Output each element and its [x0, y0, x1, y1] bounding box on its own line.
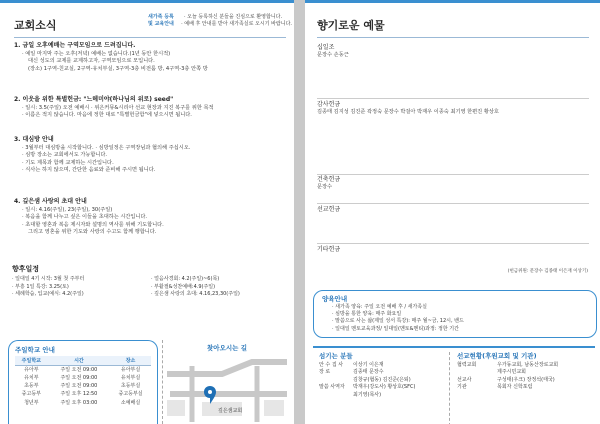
news-line: · 이름은 적지 않습니다. 마음에 정한 대로 "특별헌금함"에 넣으시면 됩니다.	[22, 112, 192, 119]
nurture-line: · 말씀으로 사는 삶(제일 성서 특강): 매주 월~금, 12시, 밴드	[332, 318, 464, 325]
welcome-label: 및 교육안내	[148, 21, 174, 27]
dashed-divider	[449, 352, 450, 424]
news-line: · 3월부터 대심방을 시작합니다. · 심방일정은 구역장님과 협의해 주십시오.	[22, 144, 191, 151]
offering-building	[317, 176, 340, 191]
table-cell: 청년부	[24, 399, 39, 406]
welcome-row	[148, 14, 292, 21]
table-row	[15, 399, 151, 407]
location-pin-icon	[204, 386, 216, 404]
offering-mission	[317, 206, 340, 214]
column-header: 시간	[48, 356, 110, 366]
table-row	[15, 391, 151, 399]
divider	[317, 37, 589, 38]
nurture-title: 양육안내	[322, 295, 348, 303]
nurture-box	[313, 290, 597, 338]
table-header-row	[15, 356, 151, 366]
sunday-school-title: 주일학교 안내	[15, 346, 55, 354]
server-role: 말씀 사역자	[319, 384, 345, 391]
table-cell: 유치부	[24, 374, 39, 381]
schedule-item: · 세례학습, 입교(예식: 4.2(주일)	[12, 291, 84, 297]
list-item	[319, 369, 415, 376]
server-names: 김종태 문장수	[353, 369, 384, 376]
mission-names: 목회자 신학포럼	[497, 384, 533, 391]
schedule-grid	[12, 276, 282, 299]
table-cell: 주일 오전 09:00	[60, 374, 98, 381]
table-cell: 초등부실	[120, 383, 141, 390]
bottom-panel	[313, 346, 595, 424]
directions-title: 찾아오시는 길	[207, 344, 247, 352]
offering-tithe	[317, 44, 349, 59]
news-line: · 일시: 4.16(주일), 23(주일), 30(주일)	[22, 206, 113, 213]
offering-other	[317, 246, 340, 254]
map-graphic	[162, 354, 292, 424]
table-cell: 유아부	[24, 366, 39, 373]
divider	[317, 203, 589, 204]
news-heading: 2. 이웃을 위한 특별헌금: "느헤미야(하나님의 위로) seed"	[14, 96, 174, 103]
news-heading: 1. 금일 오후예배는 구역모임으로 드려집니다.	[14, 42, 136, 49]
news-line: · 예일 마지막 주는 오후(저녁) 예배는 없습니다.(1년 동안 한시적)	[22, 50, 171, 57]
list-item	[457, 384, 558, 391]
server-names: 최기영(목사)	[353, 391, 382, 398]
news-heading: 3. 대심방 안내	[14, 136, 54, 143]
offering-label: 건축헌금	[317, 176, 341, 183]
news-line: · 일시: 3.5(주일) 오전 예배시 · 위은커뮤&시리아 선교 현장과 지진 복구를 위한 목적	[22, 104, 214, 111]
schedule-item: · 깊은샘 사랑의 초대: 4.16,23,30(주일)	[151, 291, 240, 297]
news-section-3	[14, 136, 190, 175]
page-title: 교회소식	[14, 19, 57, 32]
news-section-1	[14, 42, 208, 73]
table-cell: 유아부실	[120, 366, 141, 373]
server-role: 장 로	[319, 369, 331, 376]
mission-list	[457, 362, 558, 392]
table-cell: 중고등부	[21, 391, 41, 398]
mission-category: 기관	[457, 384, 467, 391]
schedule-heading: 향후일정	[12, 265, 40, 273]
sunday-school-box	[8, 340, 158, 424]
offering-names: 문장수	[317, 183, 333, 190]
news-line: · 식사는 하지 않으며, 간단한 음료와 준비해 주시면 됩니다.	[22, 167, 156, 174]
table-cell: 주일 오후 03:00	[60, 399, 98, 406]
offering-names: 문장수 손동근	[317, 51, 349, 58]
offering-label: 기타헌금	[317, 246, 341, 253]
page-title: 향기로운 예물	[317, 19, 385, 32]
list-item	[319, 384, 415, 391]
schedule-item: · 일대일 4기 시작: 3월 첫 주부터	[12, 276, 85, 282]
news-section-2	[14, 96, 214, 120]
schedule-item: · 얼음사경회: 4.2(주일)~6(목)	[151, 276, 220, 282]
mission-category: 협력교회	[457, 362, 477, 368]
servers-title: 섬기는 분들	[319, 352, 353, 360]
server-names: 이상기 이은재	[353, 362, 384, 368]
divider	[317, 98, 589, 99]
offering-label: 선교헌금	[317, 206, 341, 213]
servers-list	[319, 362, 415, 399]
divider	[317, 174, 589, 175]
news-line: · 기도 제목과 함께 교제하는 시간입니다.	[22, 159, 114, 166]
dashed-divider	[162, 340, 164, 424]
divider	[14, 37, 286, 38]
list-item	[319, 392, 415, 399]
mission-category: 선교사	[457, 376, 472, 383]
welcome-box	[148, 14, 292, 28]
directions-box	[162, 340, 292, 424]
nurture-line: · 심방을 통한 양육: 매주 화요일	[332, 311, 402, 318]
column-header: 주일학교	[15, 356, 48, 366]
table-cell: 초등부	[24, 383, 39, 390]
offering-label: 십일조	[317, 44, 335, 51]
offering-committee-note: (헌금위원: 문장수 김종태 이은재 이상기)	[507, 269, 588, 274]
welcome-label: 새가족 등록	[148, 14, 174, 20]
mission-names: 제주시민교회	[497, 369, 526, 376]
divider	[317, 243, 589, 244]
server-names: 박재우(강도사) 황상호(SFC)	[353, 384, 416, 391]
table-cell: 소예배실	[120, 399, 141, 406]
server-role	[319, 392, 353, 399]
welcome-text: · 오늘 등록하신 분들을 진심으로 환영합니다.	[184, 14, 283, 20]
map-marker-label: 깊은샘교회	[218, 408, 243, 414]
offering-label: 감사헌금	[317, 101, 341, 108]
right-page	[305, 0, 600, 424]
welcome-text: · 예배 후 안내를 받아 새가족실로 오시기 바랍니다.	[181, 21, 292, 27]
table-row	[15, 366, 151, 375]
news-line: · 복음을 함께 나누고 싶은 이들을 초대하는 시간입니다.	[22, 214, 148, 221]
nurture-line: · 일대일 멘토교육과정/ 일대일(멘토&멘티)과정: 정한 기간	[332, 325, 459, 332]
schedule-item: · 부흥 1일 특강: 3.25(토)	[12, 283, 69, 290]
nurture-line: · 새가족 양육: 주일 오전 예배 후 / 새가족실	[332, 304, 427, 310]
upcoming-schedule	[12, 264, 282, 299]
news-line: · 초대할 영혼과 복음 제시자와 설명의 역사를 위해 기도합니다.	[22, 221, 164, 228]
server-names: 김창규(협동) 김진준(은퇴)	[353, 376, 411, 383]
sunday-school-table	[15, 356, 151, 407]
schedule-item: · 부활절&성찬예배:4.9(주일)	[151, 283, 216, 290]
mission-title: 선교현황(후원교회 및 기관)	[457, 352, 537, 360]
news-line: (장소) 1구역-친교실, 2구역-유치부실, 3구역-3층 비전룸 방, 4구역-3층 안쪽 방	[28, 65, 208, 72]
table-cell: 유치부실	[120, 374, 141, 381]
offering-thanks	[317, 101, 499, 116]
mission-names: 우가동교회, 남동산장로교회	[497, 362, 559, 368]
server-role: 안 수 집 사	[319, 362, 344, 368]
top-accent-bar	[0, 0, 294, 3]
left-page	[0, 0, 294, 424]
news-heading: 4. 깊은샘 사랑의 초대 안내	[14, 198, 87, 205]
table-cell: 주일 오후 12:50	[60, 391, 98, 398]
mission-category	[457, 369, 497, 376]
news-line: 그리고 영혼을 위한 기도와 사랑의 수고도 함께 행합니다.	[28, 229, 157, 236]
top-accent-bar	[305, 0, 600, 3]
news-line: · 심방 장소는 교회에서도 가능합니다.	[22, 152, 108, 159]
list-item	[457, 369, 558, 376]
welcome-row	[148, 21, 292, 28]
table-cell: 중고등부실	[118, 391, 143, 398]
table-cell: 주일 오전 09:00	[60, 383, 98, 390]
news-section-4	[14, 198, 164, 237]
table-row	[15, 383, 151, 391]
mission-names: 구성태(우크) 장정석(태국)	[497, 376, 555, 383]
table-row	[15, 374, 151, 382]
column-header: 장소	[110, 356, 151, 366]
offering-names: 김종태 김지성 김진준 곽정숙 문장수 박걸아 박재우 이종숙 최기영 한편진 황상호	[317, 108, 499, 115]
news-line: 대신 성도의 교제를 교제하고자, 구역모임으로 모입니다.	[28, 58, 155, 65]
table-cell: 주일 오전 09:00	[60, 366, 98, 373]
